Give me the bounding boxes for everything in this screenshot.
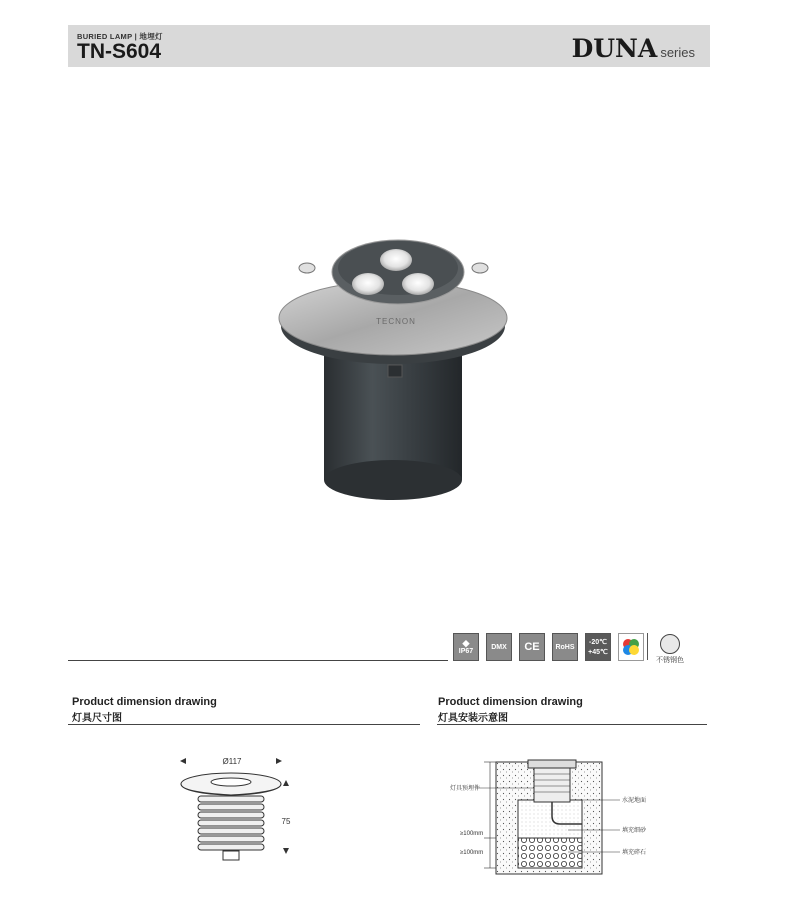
rgb-icon: [618, 633, 644, 661]
cable-gland: [388, 365, 402, 377]
gravel-fill: [518, 838, 582, 868]
temperature-icon: -20℃ +45℃: [585, 633, 611, 661]
depth-label-2: ≥100mm: [460, 850, 484, 856]
arrow-left-icon: [180, 758, 186, 764]
diameter-label: Ø117: [222, 757, 242, 766]
series-suffix: series: [660, 45, 695, 60]
dimension-section-rule: [68, 724, 420, 725]
drawing-lens: [211, 778, 251, 786]
certification-badges: [453, 633, 644, 661]
screw-left: [299, 263, 315, 273]
brand-mark: TECNON: [376, 317, 416, 326]
lamp-body-bottom: [324, 460, 462, 500]
ce-icon: CE: [519, 633, 545, 661]
depth-label-1: ≥100mm: [460, 831, 484, 837]
led-lens-3: [402, 273, 434, 295]
product-category: BURIED LAMP | 地埋灯: [77, 32, 163, 41]
finish-label: 不锈钢色: [656, 657, 684, 664]
concrete-label: 水泥地面: [622, 798, 647, 804]
installation-section-rule: [437, 724, 707, 725]
badge-separator: [647, 633, 648, 660]
height-label: 75: [281, 817, 291, 826]
dimension-title-en: Product dimension drawing: [72, 696, 217, 708]
dimension-section-header: [72, 696, 217, 724]
install-lamp-ring: [528, 760, 576, 768]
gravel-label: 填充碎石: [622, 850, 647, 856]
installation-title-cn: 灯具安装示意图: [438, 713, 508, 724]
dmx-icon: DMX: [486, 633, 512, 661]
sand-fill: [518, 800, 582, 838]
dimension-title-cn: 灯具尺寸图: [72, 713, 122, 724]
dimension-drawing: [170, 750, 310, 870]
drawing-cable-gland: [223, 851, 239, 860]
install-lamp-body: [534, 768, 570, 802]
installation-section-header: [438, 696, 583, 724]
header-band: [68, 25, 710, 67]
installation-title-en: Product dimension drawing: [438, 696, 583, 708]
divider-line: [68, 660, 448, 661]
led-lens-1: [380, 249, 412, 271]
rohs-icon: RoHS: [552, 633, 578, 661]
screw-right: [472, 263, 488, 273]
arrow-down-icon: [283, 848, 289, 854]
series-title: [572, 34, 695, 63]
embedded-part-label: 灯具预埋件: [450, 786, 481, 792]
arrow-right-icon: [276, 758, 282, 764]
finish-swatch: [660, 634, 680, 654]
model-number: TN-S604: [77, 40, 162, 63]
arrow-up-icon: [283, 780, 289, 786]
finish-indicator: [656, 634, 684, 665]
ip67-icon: ◆ IP67: [453, 633, 479, 661]
series-name: DUNA: [571, 34, 658, 63]
sand-label: 填充细砂: [622, 828, 647, 834]
product-photo: [274, 218, 512, 510]
installation-drawing: [448, 756, 688, 880]
led-lens-2: [352, 273, 384, 295]
drawing-fins: [198, 796, 264, 850]
